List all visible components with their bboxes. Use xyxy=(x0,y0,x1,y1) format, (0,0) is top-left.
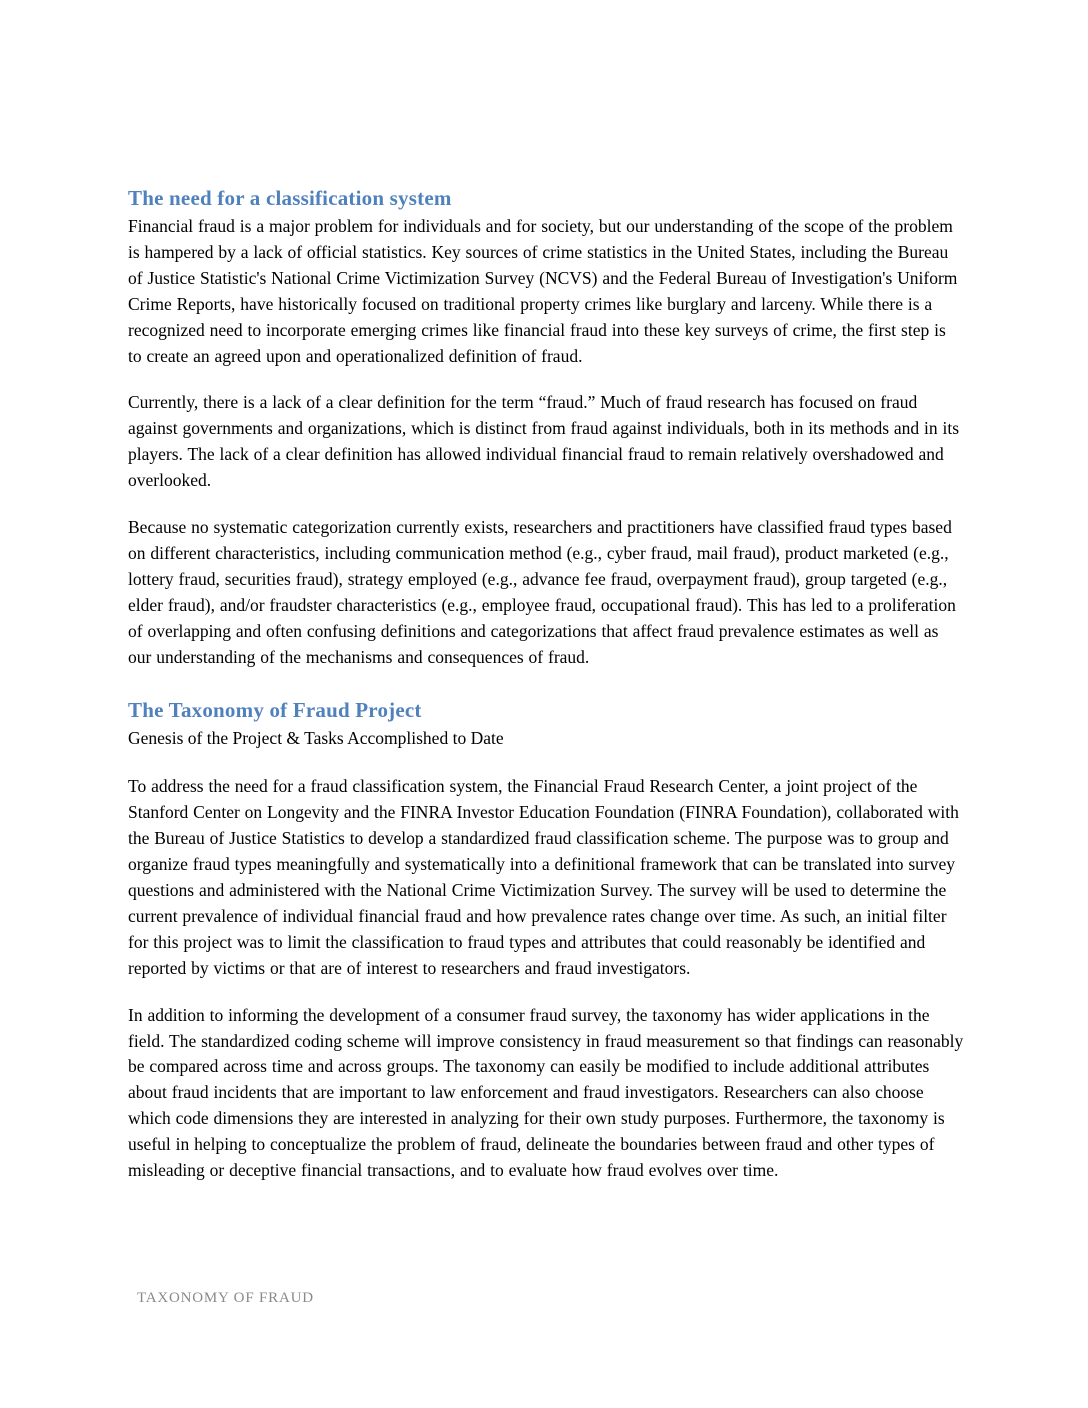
section-heading-classification-system: The need for a classification system xyxy=(128,186,452,210)
paragraph: Financial fraud is a major problem for individuals and for society, but our understanding of the scope of the problem is hampered by a lack of official statistics. Key sources of crime statistics in the United States, including the Bureau of Justice Statistic's National Crime Victimization Survey (NCVS) and the Federal Bureau of Investigation's Uniform Crime Reports, have historically focused on traditional property crimes like burglary and larceny. While there is a recognized need to incorporate emerging crimes like financial fraud into these key surveys of crime, the first step is to create an agreed upon and operationalized definition of fraud. xyxy=(128,216,958,366)
paragraph: To address the need for a fraud classification system, the Financial Fraud Research Center, a joint project of the Stanford Center on Longevity and the FINRA Investor Education Foundation (FINRA Foundation), collaborated with the Bureau of Justice Statistics to develop a standardized fraud classification scheme. The purpose was to group and organize fraud types meaningfully and systematically into a definitional framework that can be translated into survey questions and administered with the National Crime Victimization Survey. The survey will be used to determine the current prevalence of individual financial fraud and how prevalence rates change over time. As such, an initial filter for this project was to limit the classification to fraud types and attributes that could reasonably be identified and reported by victims or that are of interest to researchers and fraud investigators. xyxy=(128,776,959,978)
section-heading-taxonomy-project: The Taxonomy of Fraud Project xyxy=(128,697,422,722)
paragraph: Because no systematic categorization currently exists, researchers and practitioners have classified fraud types based on different characteristics, including communication method (e.g., cyber fraud, mail fraud), product marketed (e.g., lottery fraud, securities fraud), strategy employed (e.g., advance fee fraud, overpayment fraud), group targeted (e.g., elder fraud), and/or fraudster characteristics (e.g., employee fraud, occupational fraud). This has led to a proliferation of overlapping and often confusing definitions and categorizations that affect fraud prevalence estimates as well as our understanding of the mechanisms and consequences of fraud. xyxy=(128,517,956,667)
paragraph: Currently, there is a lack of a clear definition for the term “fraud.” Much of fraud research has focused on fraud against governments and organizations, which is distinct from fraud against individuals, both in its methods and in its players. The lack of a clear definition has allowed individual financial fraud to remain relatively overshadowed and overlooked. xyxy=(128,392,960,491)
section-subtitle: Genesis of the Project & Tasks Accomplished to Date xyxy=(128,727,504,748)
page-content xyxy=(128,186,964,1184)
paragraph: In addition to informing the development of a consumer fraud survey, the taxonomy has wider applications in the field. The standardized coding scheme will improve consistency in fraud measurement so that findings can reasonably be compared across time and across groups. The taxonomy can easily be modified to include additional attributes about fraud incidents that are important to law enforcement and fraud investigators. Researchers can also choose which code dimensions they are interested in analyzing for their own study purposes. Furthermore, the taxonomy is useful in helping to conceptualize the problem of fraud, delineate the boundaries between fraud and other types of misleading or deceptive financial transactions, and to evaluate how fraud evolves over time. xyxy=(128,1004,964,1181)
page-footer: TAXONOMY OF FRAUD xyxy=(137,1290,314,1306)
